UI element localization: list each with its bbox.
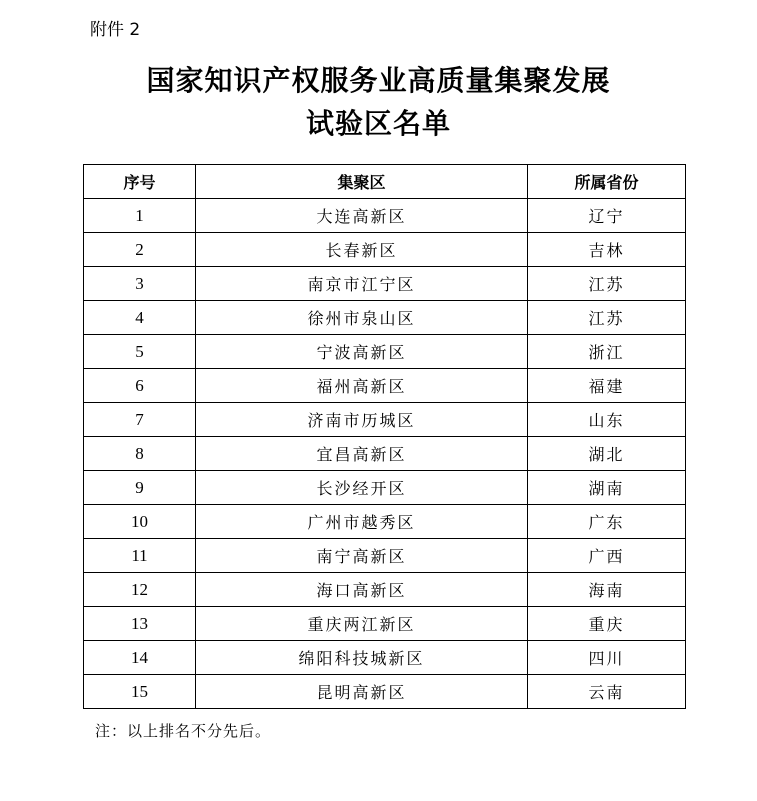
- row-number: 14: [84, 641, 196, 675]
- row-province: 重庆: [528, 607, 686, 641]
- row-number: 11: [84, 539, 196, 573]
- row-number: 8: [84, 437, 196, 471]
- row-number: 9: [84, 471, 196, 505]
- row-province: 福建: [528, 369, 686, 403]
- row-zone: 南京市江宁区: [196, 267, 528, 301]
- row-province: 广西: [528, 539, 686, 573]
- row-number: 1: [84, 199, 196, 233]
- header-province: 所属省份: [528, 165, 686, 199]
- table-row: [84, 641, 686, 675]
- footnote: 注：以上排名不分先后。: [95, 722, 272, 740]
- row-province: 吉林: [528, 233, 686, 267]
- row-zone: 福州高新区: [196, 369, 528, 403]
- table-row: [84, 471, 686, 505]
- row-number: 12: [84, 573, 196, 607]
- row-zone: 重庆两江新区: [196, 607, 528, 641]
- row-zone: 宁波高新区: [196, 335, 528, 369]
- row-zone: 大连高新区: [196, 199, 528, 233]
- table-row: [84, 607, 686, 641]
- row-zone: 长春新区: [196, 233, 528, 267]
- table-row: [84, 369, 686, 403]
- row-zone: 济南市历城区: [196, 403, 528, 437]
- row-zone: 南宁高新区: [196, 539, 528, 573]
- table-row: [84, 301, 686, 335]
- row-zone: 徐州市泉山区: [196, 301, 528, 335]
- header-serial-number: 序号: [84, 165, 196, 199]
- table-row: [84, 267, 686, 301]
- attachment-label: 附件 2: [90, 20, 141, 40]
- table-row: [84, 505, 686, 539]
- table-row: [84, 233, 686, 267]
- table-row: [84, 335, 686, 369]
- table-row: [84, 573, 686, 607]
- document-title-line-1: 国家知识产权服务业高质量集聚发展: [146, 64, 611, 97]
- row-province: 江苏: [528, 301, 686, 335]
- header-zone: 集聚区: [196, 165, 528, 199]
- row-zone: 长沙经开区: [196, 471, 528, 505]
- row-zone: 海口高新区: [196, 573, 528, 607]
- row-province: 云南: [528, 675, 686, 709]
- row-number: 2: [84, 233, 196, 267]
- row-number: 13: [84, 607, 196, 641]
- zone-list-table: [83, 164, 686, 709]
- row-province: 辽宁: [528, 199, 686, 233]
- table-row: [84, 437, 686, 471]
- row-number: 7: [84, 403, 196, 437]
- row-zone: 昆明高新区: [196, 675, 528, 709]
- row-number: 4: [84, 301, 196, 335]
- row-province: 湖南: [528, 471, 686, 505]
- table-row: [84, 675, 686, 709]
- table-row: [84, 539, 686, 573]
- row-zone: 绵阳科技城新区: [196, 641, 528, 675]
- row-zone: 宜昌高新区: [196, 437, 528, 471]
- row-province: 湖北: [528, 437, 686, 471]
- row-province: 四川: [528, 641, 686, 675]
- row-province: 山东: [528, 403, 686, 437]
- row-province: 浙江: [528, 335, 686, 369]
- table-row: [84, 403, 686, 437]
- row-province: 海南: [528, 573, 686, 607]
- row-province: 江苏: [528, 267, 686, 301]
- row-province: 广东: [528, 505, 686, 539]
- table-row: [84, 199, 686, 233]
- row-number: 15: [84, 675, 196, 709]
- row-number: 5: [84, 335, 196, 369]
- table-header-row: [84, 165, 686, 199]
- row-number: 6: [84, 369, 196, 403]
- row-zone: 广州市越秀区: [196, 505, 528, 539]
- row-number: 10: [84, 505, 196, 539]
- row-number: 3: [84, 267, 196, 301]
- document-title-line-2: 试验区名单: [305, 107, 451, 140]
